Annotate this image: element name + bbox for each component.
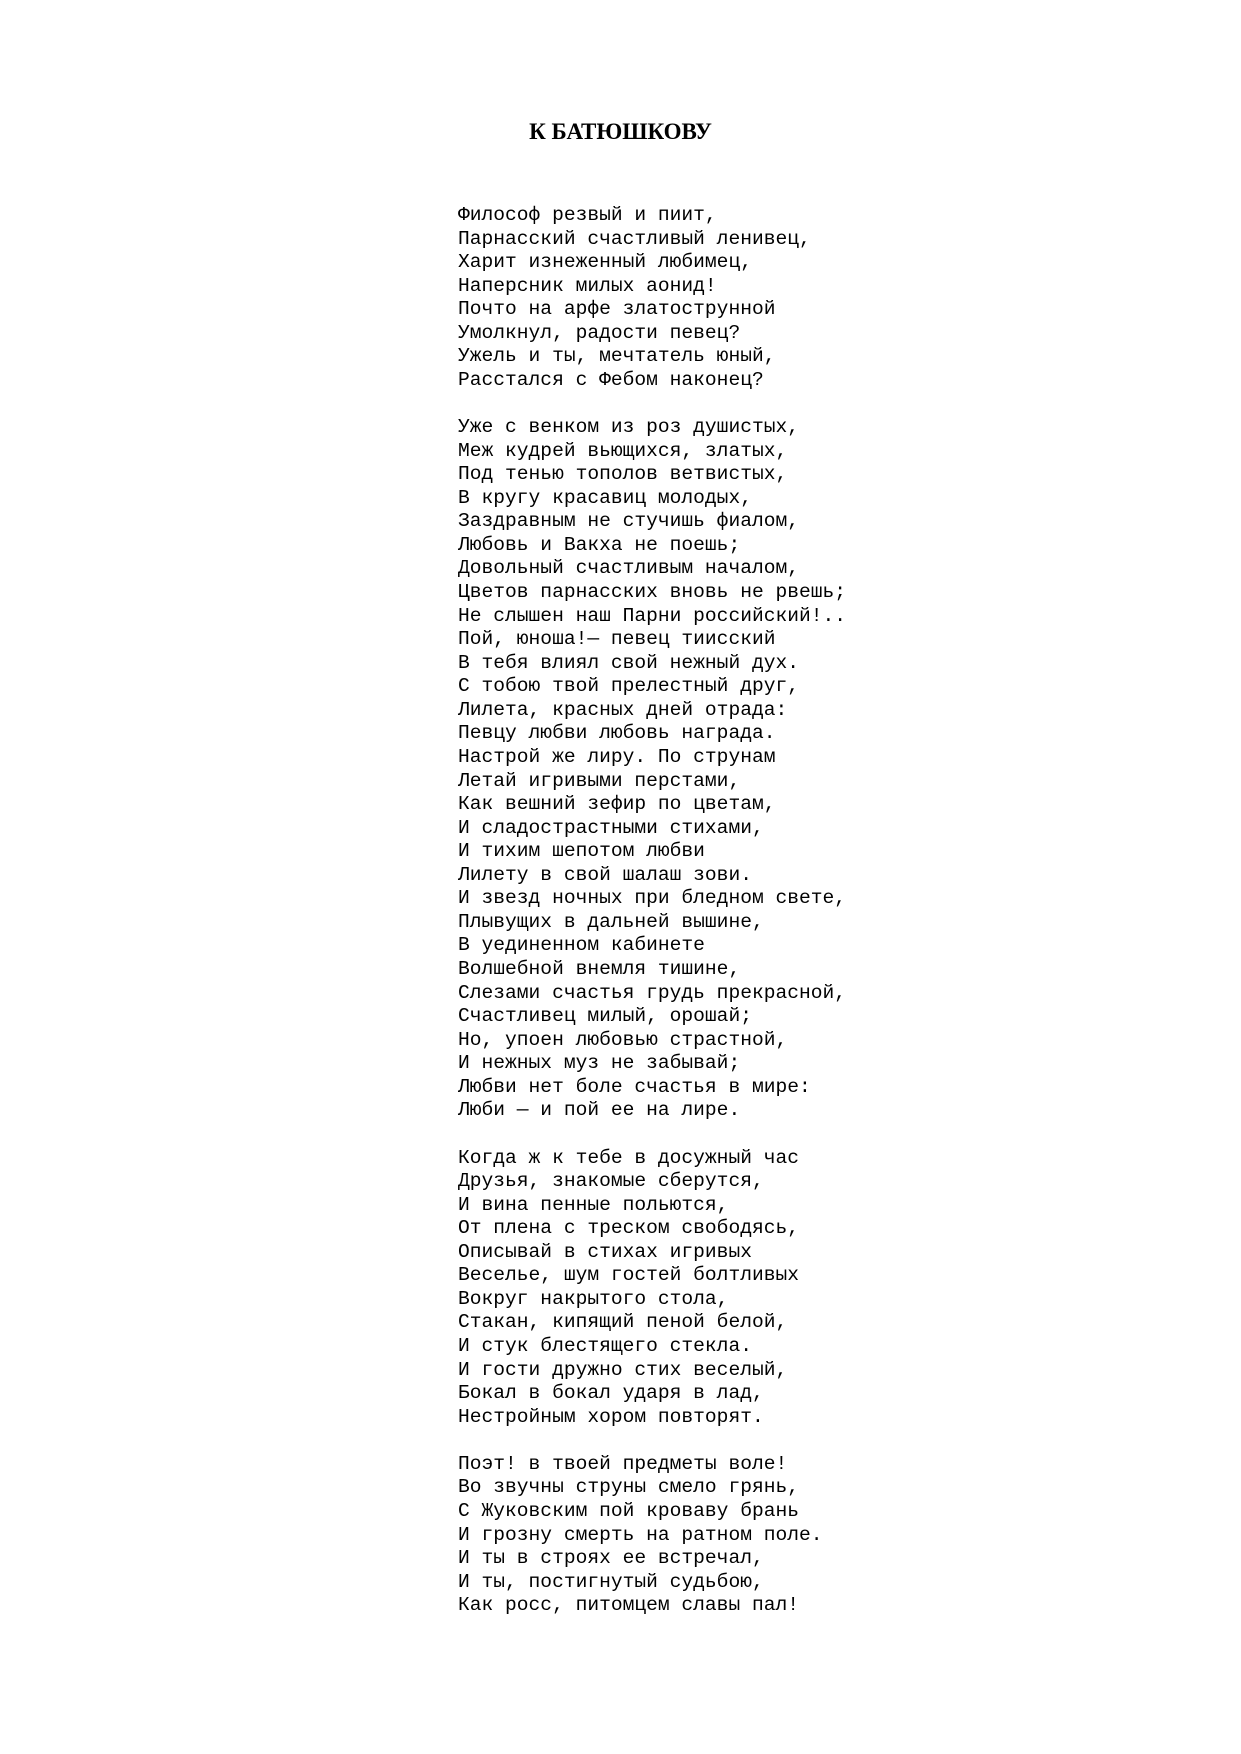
poem-line: Вокруг накрытого стола,: [458, 1287, 729, 1310]
poem-line: Расстался с Фебом наконец?: [458, 368, 764, 391]
poem-line: Лилета, красных дней отрада:: [458, 698, 788, 721]
poem-line: Умолкнул, радости певец?: [458, 321, 741, 344]
poem-line: С тобою твой прелестный друг,: [458, 675, 799, 698]
poem-line: Бокал в бокал ударя в лад,: [458, 1382, 764, 1405]
poem-line: Цветов парнасских вновь не рвешь;: [458, 581, 847, 603]
poem-line: Люби — и пой ее на лире.: [458, 1099, 741, 1122]
poem-line: Пой, юноша!— певец тиисский: [458, 628, 776, 651]
poem-line: Лилету в свой шалаш зови.: [458, 863, 752, 886]
poem-line: И стук блестящего стекла.: [458, 1335, 752, 1357]
poem-line: Когда ж к тебе в досужный час: [458, 1146, 799, 1169]
poem-line: Любовь и Вакха не поешь;: [458, 533, 741, 556]
poem-line: Любви нет боле счастья в мире:: [458, 1075, 811, 1098]
poem-line: Не слышен наш Парни российский!..: [458, 604, 847, 627]
stanza: [458, 1147, 1218, 1430]
poem-line: Нестройным хором повторят.: [458, 1405, 764, 1428]
poem-line: Настрой же лиру. По струнам: [458, 745, 776, 768]
poem-line: Парнасский счастливый ленивец,: [458, 227, 811, 250]
poem-line: Ужель и ты, мечтатель юный,: [458, 345, 776, 368]
poem-line: И звезд ночных при бледном свете,: [458, 887, 847, 910]
poem-line: Друзья, знакомые сберутся,: [458, 1170, 764, 1193]
poem-line: Харит изнеженный любимец,: [458, 251, 752, 274]
poem-line: Поэт! в твоей предметы воле!: [458, 1452, 788, 1475]
poem-line: Заздравным не стучишь фиалом,: [458, 510, 799, 533]
poem-line: Философ резвый и пиит,: [458, 204, 717, 226]
poem-line: Слезами счастья грудь прекрасной,: [458, 981, 847, 1004]
poem-line: И грозну смерть на ратном поле.: [458, 1523, 823, 1546]
poem-line: Описывай в стихах игривых: [458, 1240, 752, 1263]
stanza: [458, 1453, 1218, 1618]
poem-line: Веселье, шум гостей болтливых: [458, 1264, 799, 1287]
poem-line: Как вешний зефир по цветам,: [458, 793, 776, 816]
stanza: [458, 416, 1218, 1123]
poem-line: Стакан, кипящий пеной белой,: [458, 1311, 788, 1334]
poem-line: Волшебной внемля тишине,: [458, 958, 741, 980]
stanza: [458, 204, 1218, 393]
poem-line: И ты в строях ее встречал,: [458, 1547, 764, 1570]
poem-line: Наперсник милых аонид!: [458, 274, 717, 297]
poem-body: [458, 204, 1218, 1618]
poem-line: В уединенном кабинете: [458, 934, 705, 957]
poem-line: Летай игривыми перстами,: [458, 769, 741, 792]
poem-line: И тихим шепотом любви: [458, 840, 705, 863]
poem-line: Под тенью тополов ветвистых,: [458, 463, 788, 486]
poem-line: И гости дружно стих веселый,: [458, 1358, 788, 1381]
poem-line: Почто на арфе златострунной: [458, 298, 776, 321]
poem-line: Счастливец милый, орошай;: [458, 1005, 752, 1028]
poem-line: Как росс, питомцем славы пал!: [458, 1594, 799, 1617]
poem-line: И ты, постигнутый судьбою,: [458, 1570, 764, 1593]
poem-line: Уже с венком из роз душистых,: [458, 416, 799, 439]
poem-line: Меж кудрей вьющихся, златых,: [458, 439, 788, 462]
poem-line: Но, упоен любовью страстной,: [458, 1028, 788, 1051]
poem-line: И нежных муз не забывай;: [458, 1052, 741, 1075]
poem-title: К БАТЮШКОВУ: [529, 119, 712, 144]
poem-line: Довольный счастливым началом,: [458, 557, 799, 580]
poem-line: В кругу красавиц молодых,: [458, 486, 752, 509]
poem-line: Во звучны струны смело грянь,: [458, 1476, 799, 1499]
poem-line: От плена с треском свободясь,: [458, 1217, 799, 1240]
poem-line: Певцу любви любовь награда.: [458, 722, 776, 745]
poem-line: И вина пенные польются,: [458, 1193, 729, 1216]
poem-line: В тебя влиял свой нежный дух.: [458, 651, 799, 674]
poem-line: И сладострастными стихами,: [458, 816, 764, 839]
poem-line: С Жуковским пой кроваву брань: [458, 1499, 799, 1522]
poem-line: Плывущих в дальней вышине,: [458, 910, 764, 933]
